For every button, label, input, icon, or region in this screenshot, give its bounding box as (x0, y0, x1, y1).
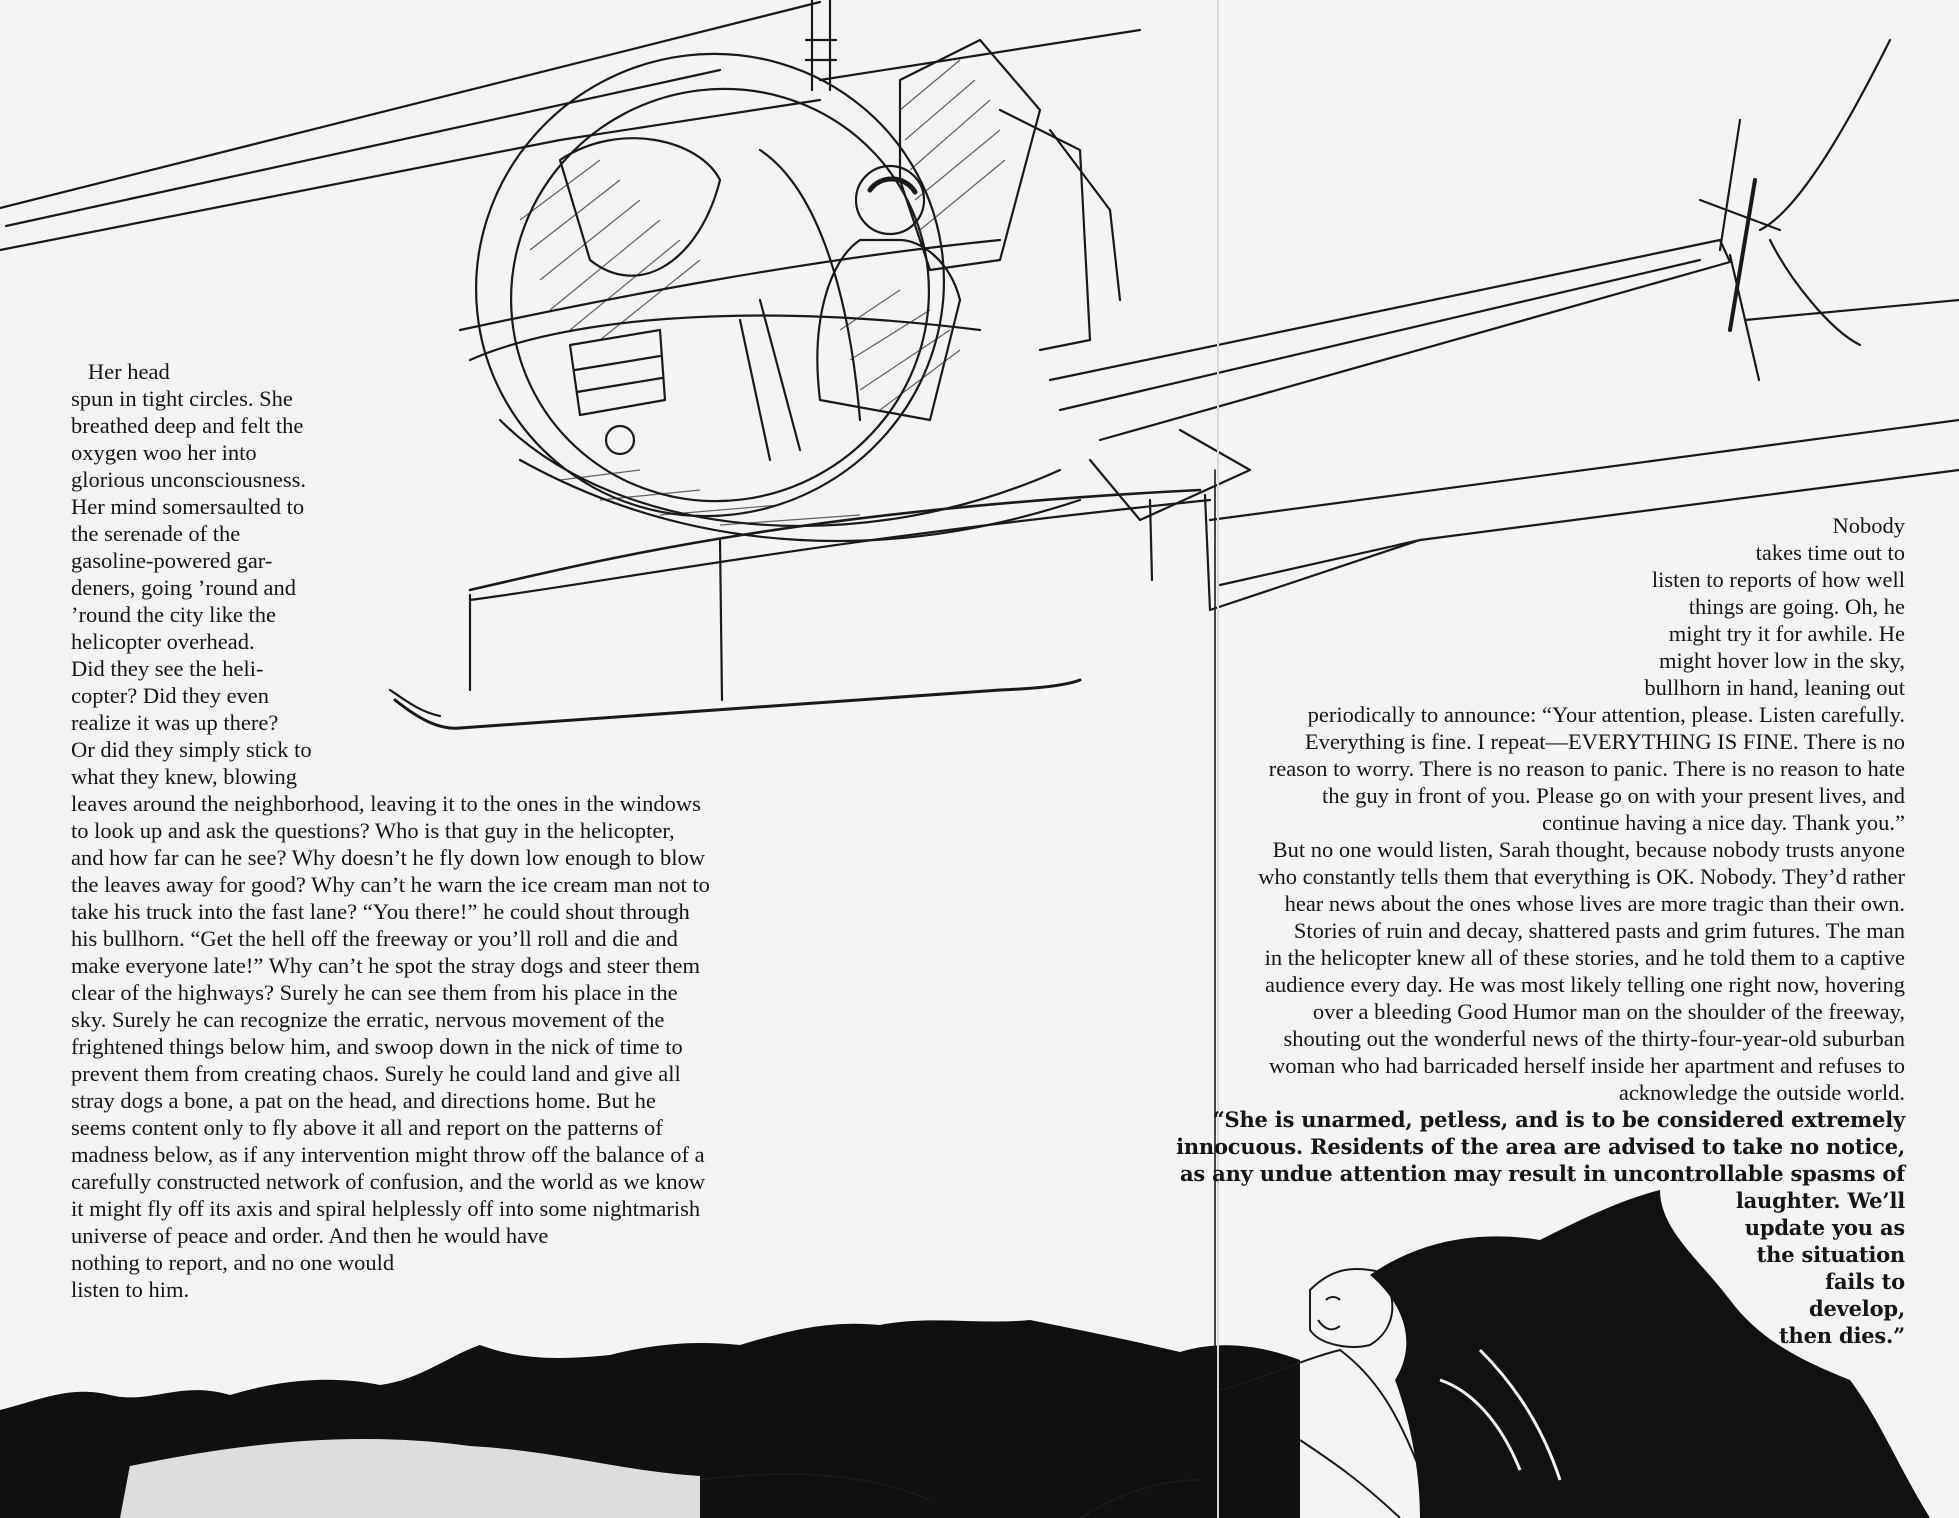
text-line: in the helicopter knew all of these stories, and he told them to a captive (1264, 945, 1905, 970)
text-line: continue having a nice day. Thank you.” (1541, 810, 1905, 835)
text-line: takes time out to (1755, 540, 1905, 565)
text-line: his bullhorn. “Get the hell off the freeway or you’ll roll and die and (71, 926, 678, 951)
text-line: might hover low in the sky, (1658, 648, 1905, 673)
text-line: innocuous. Residents of the area are advised to take no notice, (1176, 1134, 1905, 1159)
left-text-column (71, 358, 710, 1303)
text-line: sky. Surely he can recognize the erratic, nervous movement of the (71, 1007, 665, 1032)
text-line: leaves around the neighborhood, leaving it to the ones in the windows (71, 791, 701, 816)
text-line: who constantly tells them that everything is OK. Nobody. They’d rather (1258, 864, 1905, 889)
text-line: woman who had barricaded herself inside her apartment and refuses to (1268, 1053, 1905, 1078)
text-line: Everything is fine. I repeat—EVERYTHING IS FINE. There is no (1304, 729, 1905, 754)
text-line: what they knew, blowing (71, 764, 297, 789)
text-line: hear news about the ones whose lives are more tragic than their own. (1284, 891, 1905, 916)
text-line: listen to reports of how well (1651, 567, 1905, 592)
text-line: the serenade of the (71, 521, 241, 546)
text-line: oxygen woo her into (71, 440, 257, 465)
text-line: as any undue attention may result in uncontrollable spasms of (1180, 1161, 1905, 1186)
text-line: stray dogs a bone, a pat on the head, and directions home. But he (71, 1088, 656, 1113)
text-line: clear of the highways? Surely he can see them from his place in the (71, 980, 678, 1005)
text-line: glorious unconsciousness. (71, 467, 306, 492)
text-line: frightened things below him, and swoop down in the nick of time to (71, 1034, 683, 1059)
text-line: prevent them from creating chaos. Surely he could land and give all (71, 1061, 681, 1086)
text-line: the guy in front of you. Please go on with your present lives, and (1321, 783, 1905, 808)
text-line: things are going. Oh, he (1688, 594, 1905, 619)
text-line: realize it was up there? (71, 710, 279, 735)
text-line: acknowledge the outside world. (1618, 1080, 1905, 1105)
text-line: Stories of ruin and decay, shattered pasts and grim futures. The man (1293, 918, 1905, 943)
text-line: make everyone late!” Why can’t he spot the stray dogs and steer them (71, 953, 700, 978)
text-line: periodically to announce: “Your attention, please. Listen carefully. (1307, 702, 1905, 727)
text-line: audience every day. He was most likely telling one right now, hovering (1264, 972, 1905, 997)
text-line: universe of peace and order. And then he would have (71, 1223, 549, 1248)
text-line: shouting out the wonderful news of the thirty-four-year-old suburban (1283, 1026, 1905, 1051)
text-line: the leaves away for good? Why can’t he warn the ice cream man not to (71, 872, 710, 897)
text-line: Her head (71, 359, 170, 384)
text-line: gasoline-powered gar- (71, 548, 273, 573)
text-line: laughter. We’ll (1735, 1188, 1905, 1213)
right-text-column (1176, 512, 1905, 1349)
text-line: fails to (1825, 1269, 1905, 1294)
text-line: bullhorn in hand, leaning out (1644, 675, 1905, 700)
text-line: reason to worry. There is no reason to panic. There is no reason to hate (1268, 756, 1905, 781)
text-line: carefully constructed network of confusion, and the world as we know (71, 1169, 706, 1194)
text-line: update you as (1744, 1215, 1905, 1240)
text-line: take his truck into the fast lane? “You there!” he could shout through (71, 899, 690, 924)
text-line: ’round the city like the (71, 602, 276, 627)
text-line: then dies.” (1779, 1323, 1905, 1348)
text-line: Her mind somersaulted to (71, 494, 305, 519)
text-line: Nobody (1832, 513, 1905, 538)
text-line: “She is unarmed, petless, and is to be considered extremely (1212, 1107, 1905, 1132)
text-line: nothing to report, and no one would (71, 1250, 395, 1275)
text-line: deners, going ’round and (71, 575, 296, 600)
text-line: spun in tight circles. She (71, 386, 293, 411)
text-line: it might fly off its axis and spiral helplessly off into some nightmarish (71, 1196, 701, 1221)
text-line: listen to him. (71, 1277, 190, 1302)
text-line: seems content only to fly above it all and report on the patterns of (71, 1115, 663, 1140)
text-line: to look up and ask the questions? Who is that guy in the helicopter, (71, 818, 675, 843)
text-line: madness below, as if any intervention might throw off the balance of a (71, 1142, 705, 1167)
text-line: But no one would listen, Sarah thought, because nobody trusts anyone (1272, 837, 1905, 862)
text-line: copter? Did they even (71, 683, 270, 708)
text-line: breathed deep and felt the (71, 413, 304, 438)
text-line: the situation (1756, 1242, 1905, 1267)
text-line: Or did they simply stick to (71, 737, 312, 762)
text-line: helicopter overhead. (71, 629, 255, 654)
text-line: develop, (1809, 1296, 1905, 1321)
text-line: over a bleeding Good Humor man on the shoulder of the freeway, (1312, 999, 1905, 1024)
text-line: Did they see the heli- (71, 656, 264, 681)
text-line: and how far can he see? Why doesn’t he fly down low enough to blow (71, 845, 706, 870)
text-line: might try it for awhile. He (1668, 621, 1905, 646)
